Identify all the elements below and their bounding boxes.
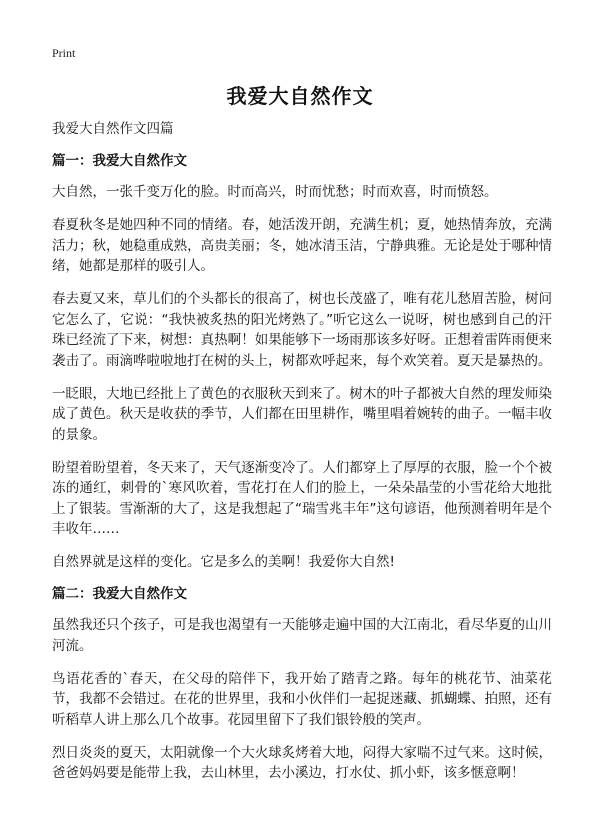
paragraph: 虽然我还只个孩子，可是我也渴望有一天能够走遍中国的大江南北，看尽华夏的山川河流。: [52, 617, 552, 654]
print-link[interactable]: Print: [52, 46, 76, 60]
section-1: [52, 152, 552, 573]
paragraph: 鸟语花香的`春天，在父母的陪伴下，我开始了踏青之路。每年的桃花节、油菜花节，我都不会错过。在花的世界里，我和小伙伴们一起捉迷藏、抓蝴蝶、拍照，还有听稻草人讲上那么几个故事。花园里留下了我们银铃般的笑声。: [52, 670, 552, 728]
paragraph: 春去夏又来，草儿们的个头都长的很高了，树也长茂盛了，唯有花儿愁眉苦脸，树问它怎么了，它说：“我快被炙热的阳光烤熟了。”听它这么一说呀，树也感到自己的汗珠已经流了下来，树想：真热啊！如果能够下一场雨那该多好呀。正想着雷阵雨便来袭击了。雨滴哗啦啦地打在树的头上，树都欢呼起来，每个欢笑着。夏天是暴热的。: [52, 291, 552, 369]
section-2: [52, 585, 552, 784]
section-heading: 篇二：我爱大自然作文: [52, 586, 187, 602]
paragraph: 烈日炎炎的夏天，太阳就像一个大火球炙烤着大地，闷得大家喘不过气来。这时候，爸爸妈妈要是能带上我，去山林里，去小溪边，打水仗、抓小虾，该多惬意啊！: [52, 744, 552, 781]
page-title: 我爱大自然作文: [226, 84, 374, 108]
paragraph: 大自然，一张千变万化的脸。时而高兴，时而忧愁；时而欢喜，时而愤怒。: [52, 184, 498, 200]
paragraph: 一眨眼，大地已经批上了黄色的衣服秋天到来了。树木的叶子都被大自然的理发师染成了黄色。秋天是收获的季节，人们都在田里耕作，嘴里唱着婉转的曲子。一幅丰收的景象。: [52, 385, 552, 443]
article-subtitle: 我爱大自然作文四篇: [52, 121, 174, 137]
paragraph: 盼望着盼望着，冬天来了，天气逐渐变冷了。人们都穿上了厚厚的衣服，脸一个个被冻的通红，刺骨的`寒风吹着，雪花打在人们的脸上，一朵朵晶莹的小雪花给大地批上了银装。雪渐渐的大了，这是我想起了“瑞雪兆丰年”这句谚语，他预测着明年是个丰收年……: [52, 459, 552, 537]
paragraph: 春夏秋冬是她四种不同的情绪。春，她活泼开朗，充满生机；夏，她热情奔放，充满活力；秋，她稳重成熟，高贵美丽；冬，她冰清玉洁，宁静典雅。无论是处于哪种情绪，她都是那样的吸引人。: [52, 217, 552, 274]
section-heading: 篇一：我爱大自然作文: [52, 153, 187, 169]
article-body: [52, 120, 552, 796]
paragraph: 自然界就是这样的变化。它是多么的美啊！我爱你大自然!: [52, 554, 395, 570]
